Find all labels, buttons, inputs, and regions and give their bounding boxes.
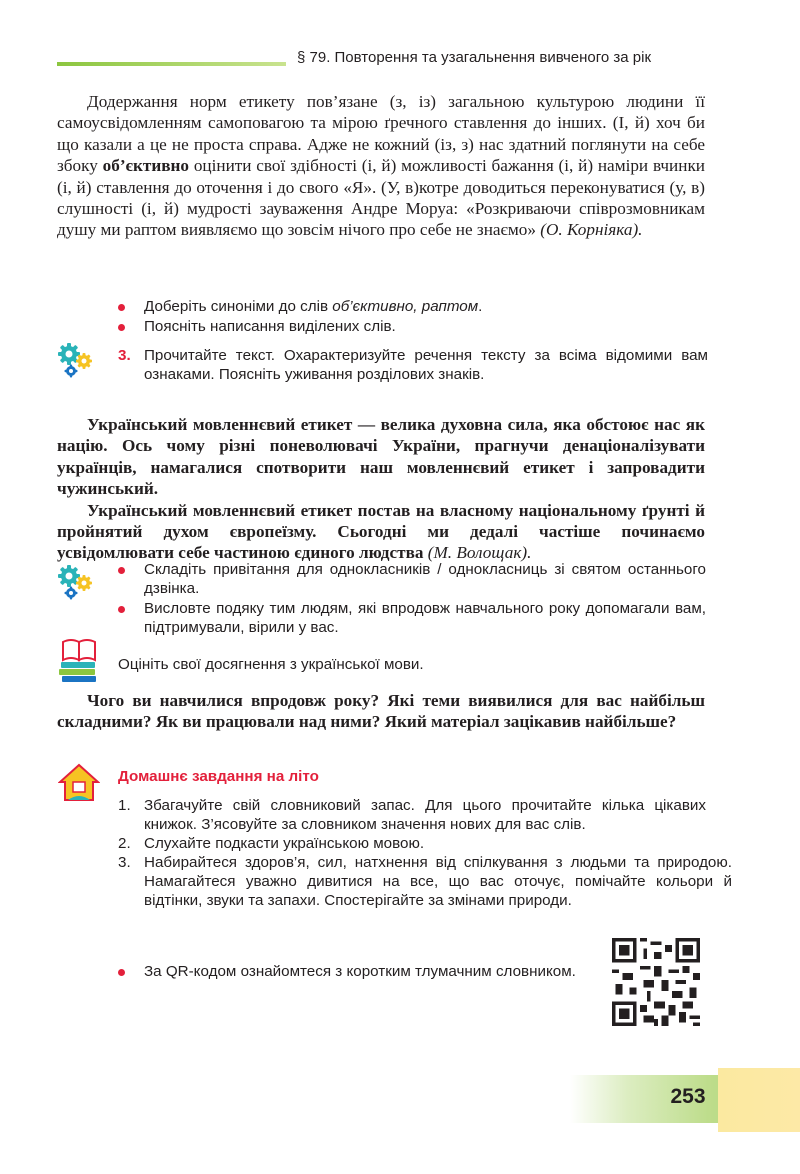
reflection-text (57, 690, 705, 733)
reading-paragraph-2-text: Український мовленнєвий етикет постав на власному національному ґрунті й пройнятий духом європеїзму. Сьогодні ми дедалі частіше починаємо усвідомлювати себе частиною єдиного людства (57, 500, 705, 563)
intro-text-b: оцінити свої здібності (і, й) можливості бажання (і, й) наміри вчинки (і, й) ставлення до оточення і до свого «Я». (У, в)котре доводиться переконуватися (у, в) слушності (і, й) мудрості зауваження Андре Моруа: «Розкриваючи співрозмовникам душу ми раптом виявляємо що зовсім нічого про себе не знаємо» (57, 156, 705, 240)
bullet-text: Висловте подяку тим людям, які впродовж навчального року допомагали вам, підтримували, вірили у вас. (144, 600, 706, 636)
list-item (118, 317, 708, 336)
list-item (118, 796, 706, 834)
reading-author: (М. Волощак). (427, 543, 532, 563)
task-number: 3. (118, 347, 131, 364)
bullet-icon (118, 969, 125, 976)
qr-code[interactable] (612, 938, 700, 1026)
reading-paragraph-1: Український мовленнєвий етикет — велика духовна сила, яка обстоює нас як націю. Ось чому різні поневолювачі України, прагнучи денаціоналізувати українців, намагалися спотворити наш мовленнєвий етикет і запровадити чужинський. (57, 415, 705, 499)
list-item (118, 560, 706, 598)
highlighted-word: об’єктивно (102, 156, 190, 176)
bullet-text: За QR-кодом ознайомтеся з коротким тлумачним словником. (144, 963, 576, 980)
gears-icon (56, 342, 94, 378)
list-item (118, 853, 732, 910)
homework-title: Домашнє завдання на літо (118, 768, 319, 785)
list-item (118, 297, 708, 316)
qr-instruction (118, 962, 598, 982)
page-number: 253 (670, 1085, 706, 1108)
gears-icon (56, 564, 94, 600)
item-number: 3. (118, 854, 131, 871)
page-corner (718, 1068, 800, 1132)
bullet-icon (118, 567, 125, 574)
bullet-text: Поясніть написання виділених слів. (144, 318, 396, 335)
list-item (118, 834, 706, 853)
intro-author: (О. Корніяка). (540, 220, 643, 240)
books-icon (57, 638, 101, 684)
bullet-icon (118, 324, 125, 331)
task-bullets-2 (118, 560, 706, 638)
item-text: Слухайте подкасти українською мовою. (144, 835, 425, 852)
item-text: Збагачуйте свій словниковий запас. Для цього прочитайте кілька цікавих книжок. З’ясовуйте за словником значення нових для вас слів. (144, 797, 706, 833)
header-rule (57, 62, 286, 66)
homework-list (118, 796, 732, 910)
bullet-text: Доберіть синоніми до слів (144, 298, 333, 315)
bullet-icon (118, 304, 125, 311)
task-3 (118, 346, 708, 384)
list-item (118, 962, 598, 981)
list-item (118, 599, 706, 637)
item-number: 2. (118, 835, 131, 852)
house-icon (58, 762, 100, 804)
task-bullets-1 (118, 297, 708, 337)
self-assessment: Оцініть свої досягнення з української мови. (118, 656, 424, 673)
bullet-italic: об’єктивно, раптом (332, 298, 479, 315)
reading-text (57, 414, 705, 564)
reading-paragraph-2 (57, 500, 705, 564)
section-title: § 79. Повторення та узагальнення вивченого за рік (297, 49, 652, 66)
item-number: 1. (118, 797, 131, 814)
task-text: Прочитайте текст. Охарактеризуйте речення тексту за всіма відомими вам ознаками. Поясніть уживання розділових знаків. (144, 347, 708, 383)
reflection-paragraph: Чого ви навчилися впродовж року? Які теми виявилися для вас найбільш складними? Як ви працювали над ними? Який матеріал зацікавив найбільше? (57, 691, 705, 732)
intro-text (57, 91, 705, 241)
bullet-end: . (478, 298, 483, 315)
intro-text-a: Додержання норм етикету пов’язане (з, із) загальною культурою людини її самоусвідомленням самоповагою та мірою ґречного ставлення до інших. (І, й) хоч би що казали а це не проста справа. Адже не кожний (із, з) нас здатний поглянути на себе збоку (57, 92, 705, 176)
item-text: Набирайтеся здоров’я, сил, натхнення від спілкування з людьми та природою. Намагайтеся уважно дивитися на все, що вас оточує, помічайте кольори й відтінки, звуки та запахи. Спостерігайте за змінами природи. (144, 854, 732, 909)
bullet-icon (118, 606, 125, 613)
bullet-text: Складіть привітання для однокласників / однокласниць зі святом останнього дзвінка. (144, 561, 706, 597)
